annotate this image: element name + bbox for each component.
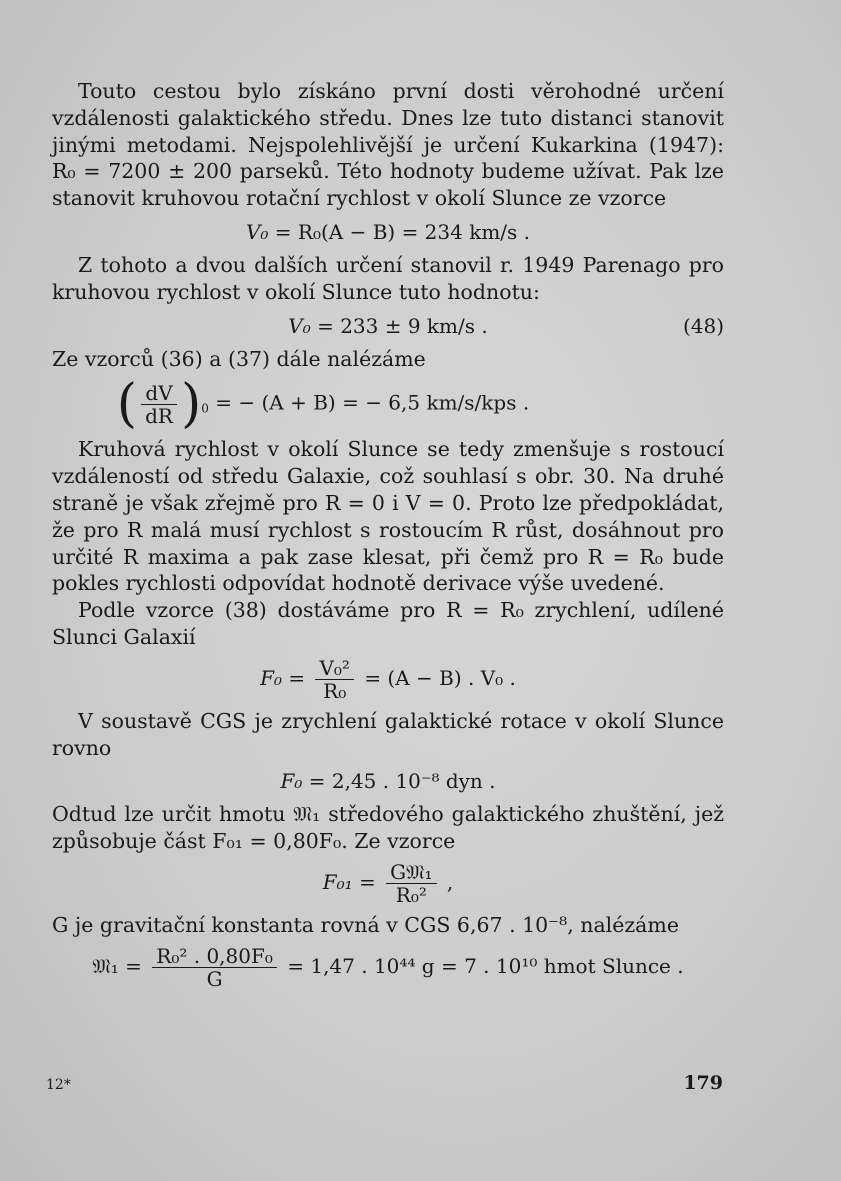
paragraph-3: Ze vzorců (36) a (37) dále nalézáme: [52, 346, 426, 371]
derivative-fraction: [141, 382, 177, 427]
eq6-rhs: ,: [446, 869, 454, 894]
eq6-numerator: G𝔐₁: [386, 861, 436, 884]
eq7-denominator: G: [206, 966, 223, 991]
eq5-lhs: F₀: [280, 769, 303, 794]
page-number: 179: [683, 1072, 723, 1094]
eq1-rhs: = R₀(A − B) = 234 km/s .: [274, 219, 531, 244]
equation-partial-force: [52, 861, 724, 906]
paragraph-2: Z tohoto a dvou dalších určení stanovil r. 1949 Parenago pro kruhovou rychlost v okolí Slunce tuto hodnotu:: [52, 252, 724, 304]
central-mass-fraction: [152, 945, 277, 990]
paragraph-7: Odtud lze určit hmotu 𝔐₁ středového galaktického zhuštění, jež způsobuje část F₀₁ = 0,80F₀. Ze vzorce: [52, 802, 724, 854]
right-paren: ): [180, 374, 202, 435]
derivative-subscript: 0: [201, 401, 209, 416]
equation-48: [52, 312, 724, 340]
eq3-rhs: = − (A + B) = − 6,5 km/s/kps .: [215, 390, 530, 415]
page-footer: [46, 1072, 723, 1094]
paragraph-8: G je gravitační konstanta rovná v CGS 6,67 . 10⁻⁸, nalézáme: [52, 912, 679, 937]
paragraph-6: V soustavě CGS je zrychlení galaktické rotace v okolí Slunce rovno: [52, 708, 724, 760]
paragraph-4: Kruhová rychlost v okolí Slunce se tedy zmenšuje s rostoucí vzdáleností od středu Galaxie, což souhlasí s obr. 30. Na druhé straně je však zřejmě pro R = 0 i V = 0. Proto lze předpokládat, že pro R malá musí rychlost s rostoucím R růst, dosáhnout pro určité R maxima a pak zase klesat, při čemž pro R = R₀ bude pokles rychlosti odpovídat hodnotě derivace výše uvedené.: [52, 437, 724, 596]
eq1-lhs: V₀: [245, 219, 269, 244]
equation-number: (48): [682, 313, 724, 338]
eq7-rhs: = 1,47 . 10⁴⁴ g = 7 . 10¹⁰ hmot Slunce .: [287, 953, 684, 978]
left-paren: (: [116, 374, 138, 435]
eq4-rhs: = (A − B) . V₀ .: [364, 665, 516, 690]
page-body: [52, 78, 724, 996]
partial-force-fraction: [386, 861, 436, 906]
signature-mark: 12*: [46, 1077, 71, 1093]
eq6-lhs: F₀₁ =: [322, 869, 376, 894]
eq4-numerator: V₀²: [315, 657, 353, 680]
equation-derivative: [0, 374, 724, 435]
equation-central-mass: [52, 945, 724, 990]
derivative-denominator: dR: [145, 403, 173, 428]
paragraph-5: Podle vzorce (38) dostáváme pro R = R₀ zrychlení, udílené Slunci Galaxií: [52, 598, 724, 649]
equation-rotation-velocity: [52, 218, 724, 246]
eq6-denominator: R₀²: [395, 882, 427, 907]
eq5-rhs: = 2,45 . 10⁻⁸ dyn .: [308, 769, 496, 794]
equation-acceleration-value: [52, 767, 724, 795]
eq2-rhs: = 233 ± 9 km/s .: [317, 313, 488, 338]
eq4-lhs: F₀ =: [260, 665, 306, 690]
eq4-denominator: R₀: [323, 678, 347, 703]
equation-acceleration: [52, 657, 724, 702]
derivative-numerator: dV: [141, 382, 176, 405]
eq7-lhs: 𝔐₁ =: [92, 953, 142, 978]
eq7-numerator: R₀² . 0,80F₀: [152, 945, 277, 968]
acceleration-fraction: [315, 657, 353, 702]
paragraph-1: Touto cestou bylo získáno první dosti věrohodné určení vzdálenosti galaktického středu. Dnes lze tuto distanci stanovit jinými metodami. Nejspolehlivější je určení Kukarkina (1947): R₀ = 7200 ± 200 parseků. Této hodnoty budeme užívat. Pak lze stanovit kruhovou rotační rychlost v okolí Slunce ze vzorce: [52, 79, 724, 211]
eq2-lhs: V₀: [288, 313, 311, 338]
